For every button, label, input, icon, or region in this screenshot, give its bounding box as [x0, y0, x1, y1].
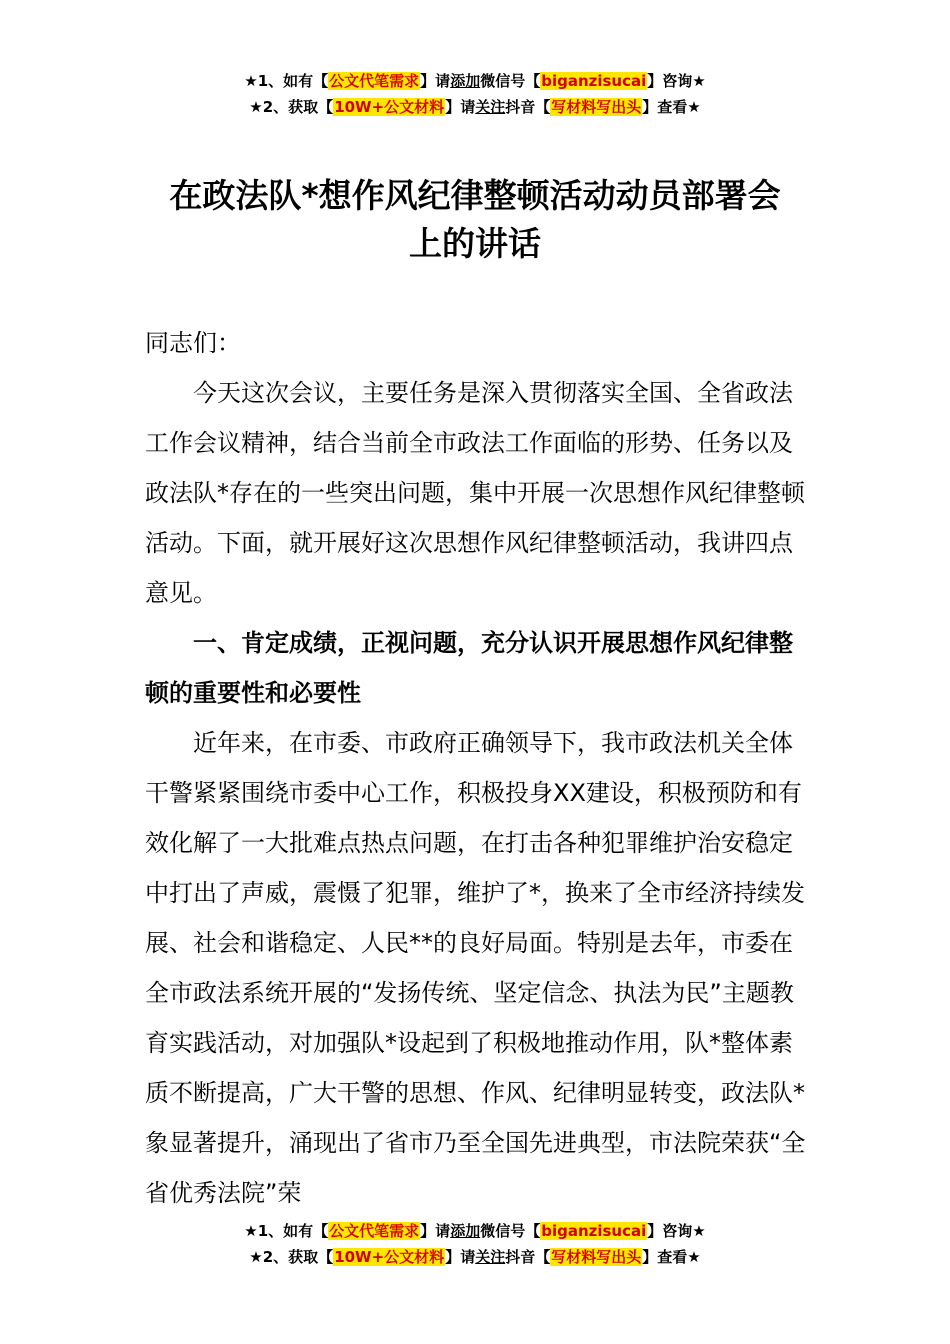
- title-line-2: 上的讲话: [409, 224, 541, 263]
- paragraph-1: 今天这次会议，主要任务是深入贯彻落实全国、全省政法工作会议精神，结合当前全市政法工作面临的形势、任务以及政法队*存在的一些突出问题，集中开展一次思想作风纪律整顿活动。下面，就开展好这次思想作风纪律整顿活动，我讲四点意见。: [145, 379, 805, 607]
- promo-highlight: 公文代笔需求: [329, 72, 420, 90]
- promo-text: 】查看★: [642, 98, 701, 116]
- promo-underline: 添加: [450, 72, 481, 90]
- promo-text: 】查看★: [642, 1248, 701, 1266]
- promo-text: ★1、如有【: [244, 1222, 329, 1240]
- promo-text: 抖音【: [505, 1248, 551, 1266]
- promo-text: 微信号【: [480, 1222, 541, 1240]
- salutation: 同志们：: [145, 329, 241, 357]
- title-line-1: 在政法队*想作风纪律整顿活动动员部署会: [169, 176, 781, 215]
- promo-highlight: 公文代笔需求: [329, 1222, 420, 1240]
- promo-highlight: biganzisucai: [541, 72, 647, 90]
- promo-text: 微信号【: [480, 72, 541, 90]
- paragraph-2: 近年来，在市委、市政府正确领导下，我市政法机关全体干警紧紧围绕市委中心工作，积极投身XX建设，积极预防和有效化解了一大批难点热点问题，在打击各种犯罪维护治安稳定中打出了声威，震慑了犯罪，维护了*，换来了全市经济持续发展、社会和谐稳定、人民**的良好局面。特别是去年，市委在全市政法系统开展的“发扬传统、坚定信念、执法为民”主题教育实践活动，对加强队*设起到了积极地推动作用，队*整体素质不断提高，广大干警的思想、作风、纪律明显转变，政法队*象显著提升，涌现出了省市乃至全国先进典型，市法院荣获“全省优秀法院”荣: [145, 729, 806, 1207]
- promo-text: 】咨询★: [647, 72, 706, 90]
- promo-banner-top: [0, 68, 950, 120]
- promo-highlight: 10W+公文材料: [334, 98, 445, 116]
- promo-underline: 关注: [475, 98, 506, 116]
- promo-line-1: [0, 68, 950, 94]
- promo-highlight: 10W+公文材料: [334, 1248, 445, 1266]
- promo-text: 】请: [445, 98, 476, 116]
- promo-highlight: 写材料写出头: [551, 1248, 642, 1266]
- promo-line-2: [0, 94, 950, 120]
- promo-text: 】请: [420, 1222, 451, 1240]
- promo-text: 】请: [445, 1248, 476, 1266]
- promo-text: ★2、获取【: [249, 98, 334, 116]
- promo-highlight: 写材料写出头: [551, 98, 642, 116]
- document-body: [145, 318, 810, 1218]
- promo-text: ★2、获取【: [249, 1248, 334, 1266]
- promo-text: 】咨询★: [647, 1222, 706, 1240]
- document-title: [140, 172, 810, 268]
- promo-underline: 添加: [450, 1222, 481, 1240]
- promo-underline: 关注: [475, 1248, 506, 1266]
- promo-text: 抖音【: [505, 98, 551, 116]
- promo-text: 】请: [420, 72, 451, 90]
- promo-line-2: [0, 1244, 950, 1270]
- promo-banner-bottom: [0, 1218, 950, 1270]
- promo-highlight: biganzisucai: [541, 1222, 647, 1240]
- promo-text: ★1、如有【: [244, 72, 329, 90]
- section-heading-1: 一、肯定成绩，正视问题，充分认识开展思想作风纪律整顿的重要性和必要性: [145, 629, 793, 707]
- promo-line-1: [0, 1218, 950, 1244]
